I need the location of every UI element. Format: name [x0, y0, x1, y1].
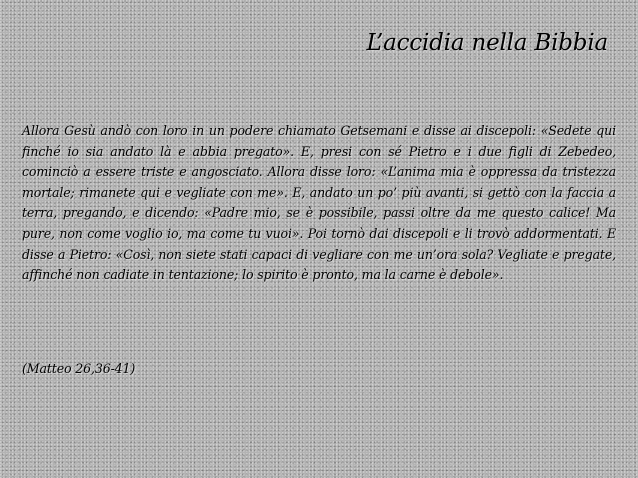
bible-passage: Allora Gesù andò con loro in un podere chiamato Getsemani e disse ai discepoli: «Sedete qui finché io sia andato là e abbia pregato». E, presi con sé Pietro e i due figli di Zebedeo, cominciò a essere triste e angosciato. Allora disse loro: «L’anima mia è oppressa da tristezza mortale; rimanete qui e vegliate con me». E, andato un po’ più avanti, si gettò con la faccia a terra, pregando, e dicendo: «Padre mio, se è possibile, passi oltre da me questo calice! Ma pure, non come voglio io, ma come tu vuoi». Poi tornò dai discepoli e li trovò addormentati. E disse a Pietro: «Così, non siete stati capaci di vegliare con me un’ora sola? Vegliate e pregate, affinché non cadiate in tentazione; lo spirito è pronto, ma la carne è debole». [22, 123, 616, 283]
slide-title: L’accidia nella Bibbia [366, 30, 608, 56]
bible-citation: (Matteo 26,36-41) [22, 361, 136, 376]
